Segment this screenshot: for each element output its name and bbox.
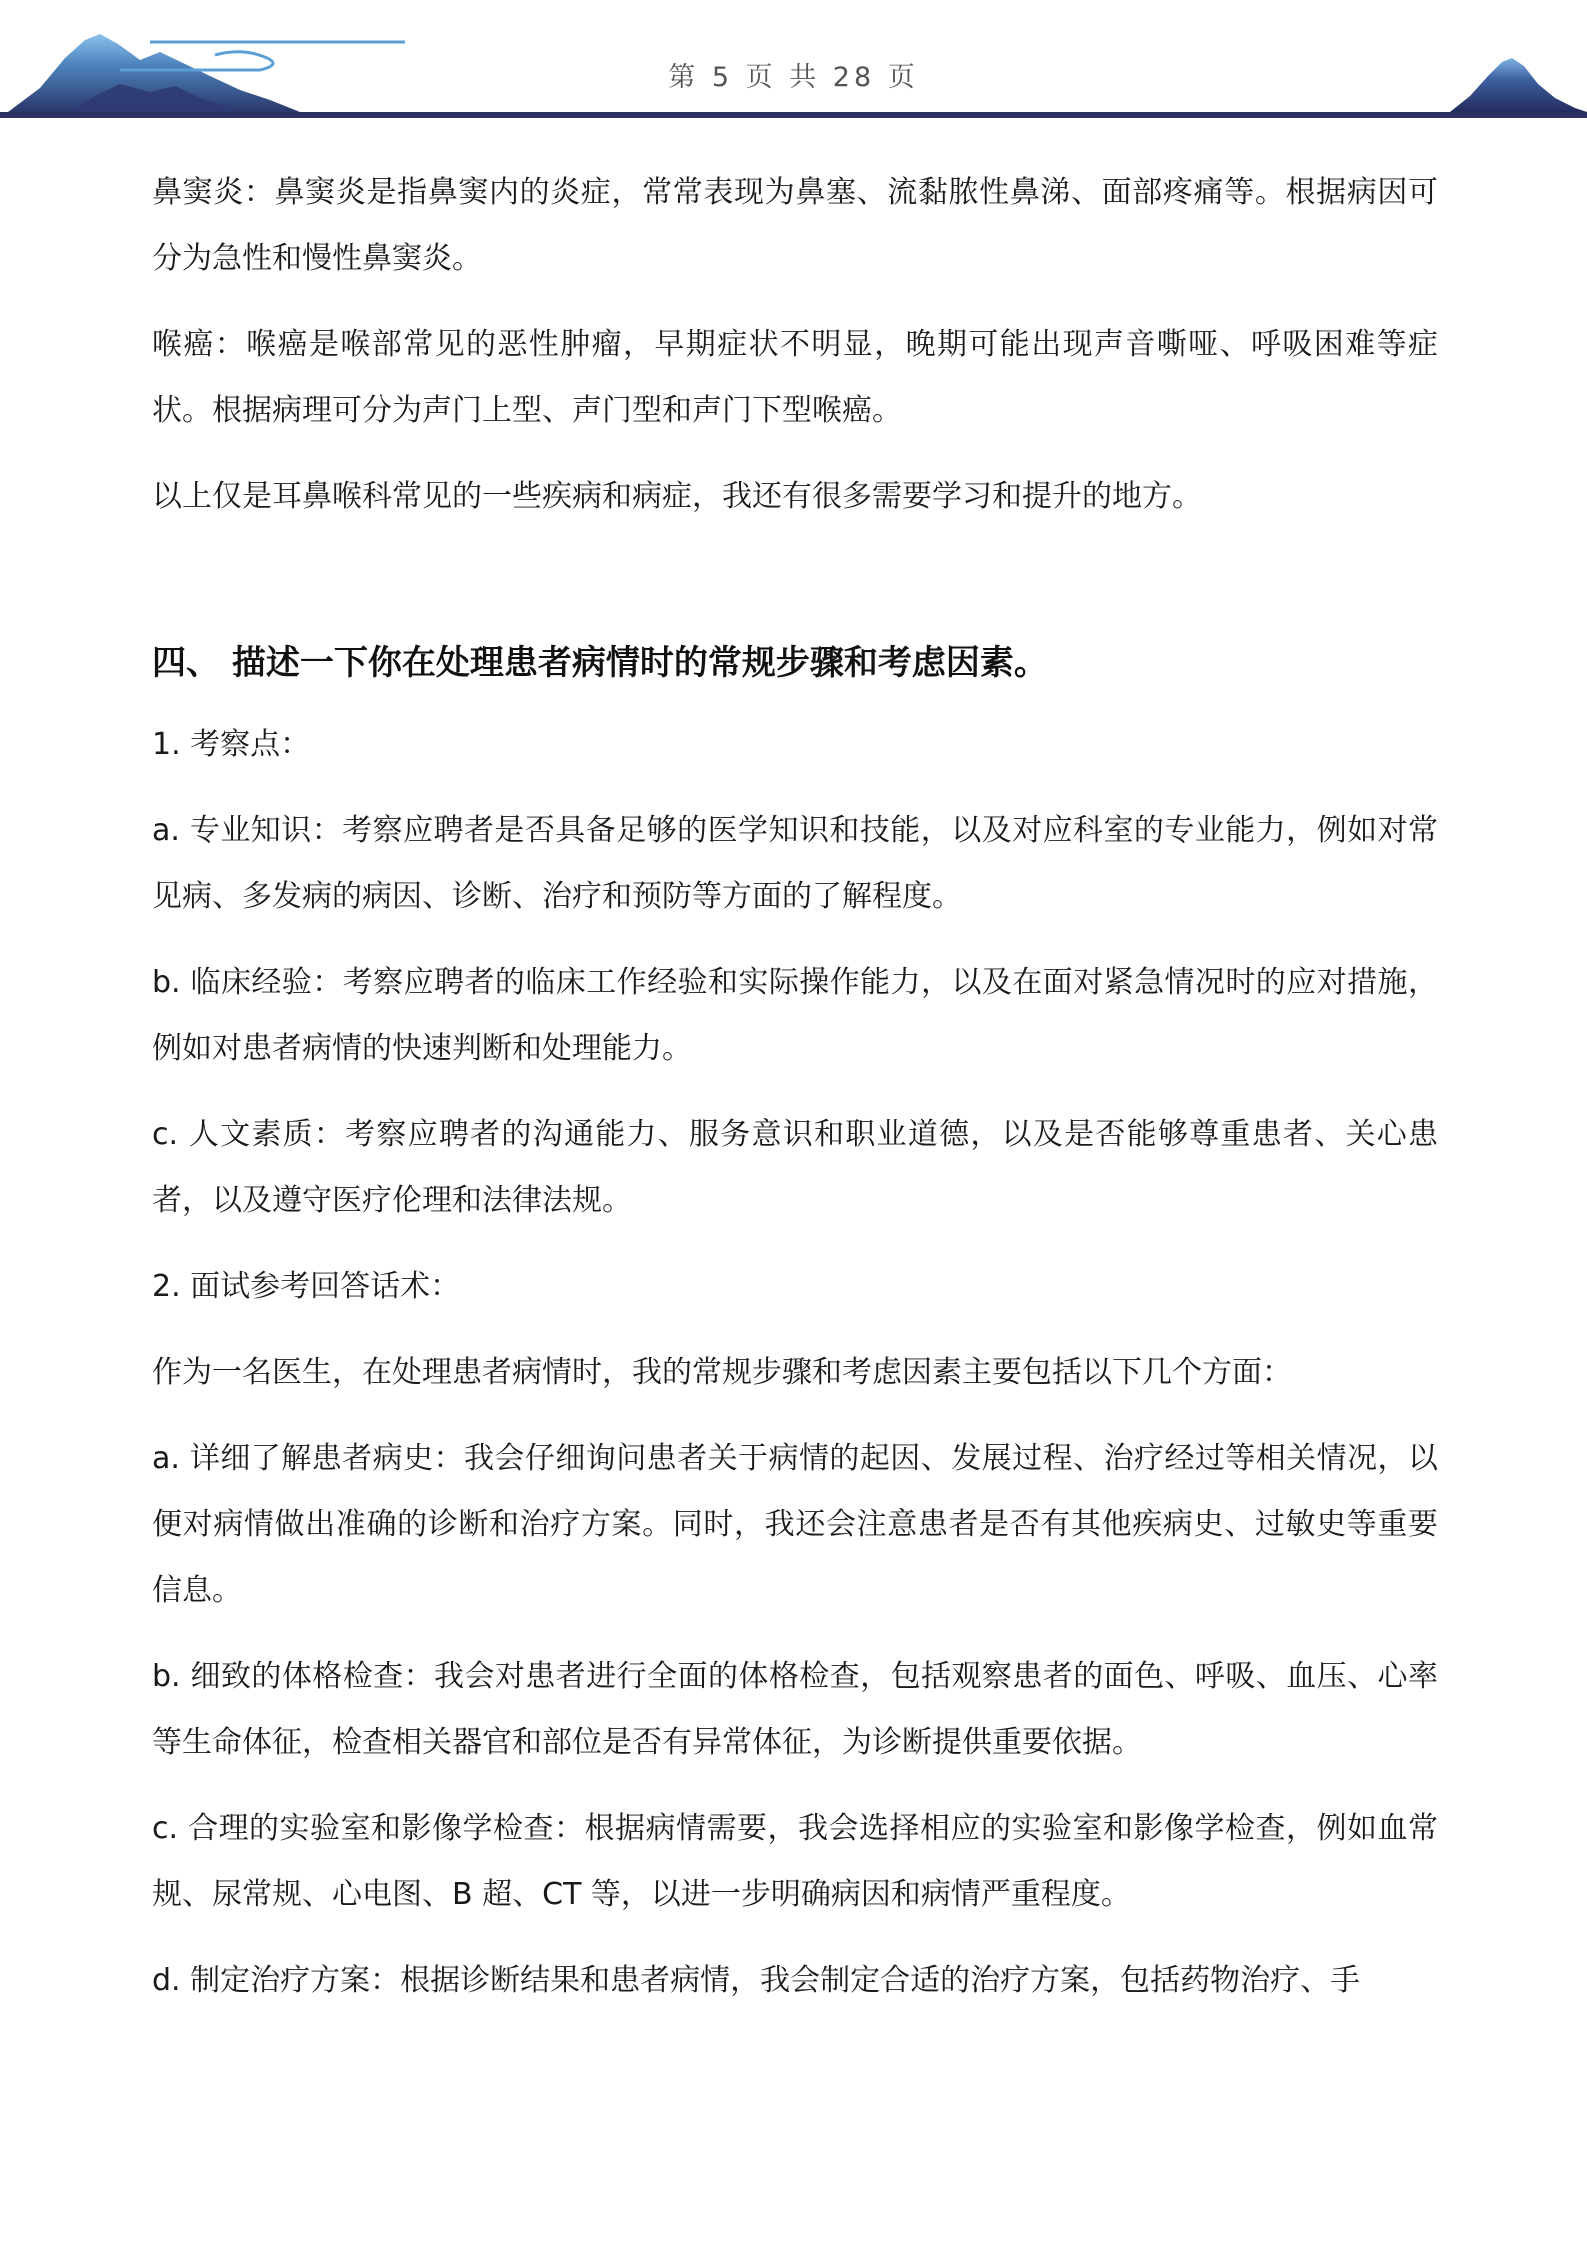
paragraph: a. 详细了解患者病史：我会仔细询问患者关于病情的起因、发展过程、治疗经过等相关情况，以便对病情做出准确的诊断和治疗方案。同时，我还会注意患者是否有其他疾病史、过敏史等重要信息。 bbox=[152, 1441, 1438, 1608]
paragraph: 鼻窦炎：鼻窦炎是指鼻窦内的炎症，常常表现为鼻塞、流黏脓性鼻涕、面部疼痛等。根据病因可分为急性和慢性鼻窦炎。 bbox=[152, 175, 1438, 276]
paragraph: d. 制定治疗方案：根据诊断结果和患者病情，我会制定合适的治疗方案，包括药物治疗、手 bbox=[152, 1963, 1361, 1998]
paragraph: b. 细致的体格检查：我会对患者进行全面的体格检查，包括观察患者的面色、呼吸、血压、心率等生命体征，检查相关器官和部位是否有异常体征，为诊断提供重要依据。 bbox=[152, 1659, 1438, 1760]
section-spacer bbox=[152, 550, 1438, 628]
paragraph: c. 合理的实验室和影像学检查：根据病情需要，我会选择相应的实验室和影像学检查，例如血常规、尿常规、心电图、B 超、CT 等，以进一步明确病因和病情严重程度。 bbox=[152, 1811, 1438, 1912]
paragraph: 以上仅是耳鼻喉科常见的一些疾病和病症，我还有很多需要学习和提升的地方。 bbox=[152, 479, 1202, 514]
document-body bbox=[152, 160, 1438, 2034]
paragraph: 喉癌：喉癌是喉部常见的恶性肿瘤，早期症状不明显，晚期可能出现声音嘶哑、呼吸困难等症状。根据病理可分为声门上型、声门型和声门下型喉癌。 bbox=[152, 327, 1438, 428]
paragraph: b. 临床经验：考察应聘者的临床工作经验和实际操作能力，以及在面对紧急情况时的应对措施，例如对患者病情的快速判断和处理能力。 bbox=[152, 965, 1438, 1066]
section-heading: 四、 描述一下你在处理患者病情时的常规步骤和考虑因素。 bbox=[152, 643, 1048, 683]
paragraph: 2. 面试参考回答话术： bbox=[152, 1269, 461, 1304]
paragraph: 作为一名医生，在处理患者病情时，我的常规步骤和考虑因素主要包括以下几个方面： bbox=[152, 1355, 1292, 1390]
page-header bbox=[0, 0, 1587, 125]
paragraph: 1. 考察点： bbox=[152, 727, 311, 762]
paragraph: a. 专业知识：考察应聘者是否具备足够的医学知识和技能，以及对应科室的专业能力，例如对常见病、多发病的病因、诊断、治疗和预防等方面的了解程度。 bbox=[152, 813, 1438, 914]
paragraph: c. 人文素质：考察应聘者的沟通能力、服务意识和职业道德，以及是否能够尊重患者、关心患者，以及遵守医疗伦理和法律法规。 bbox=[152, 1117, 1438, 1218]
page-number: 第 5 页 共 28 页 bbox=[668, 62, 919, 93]
